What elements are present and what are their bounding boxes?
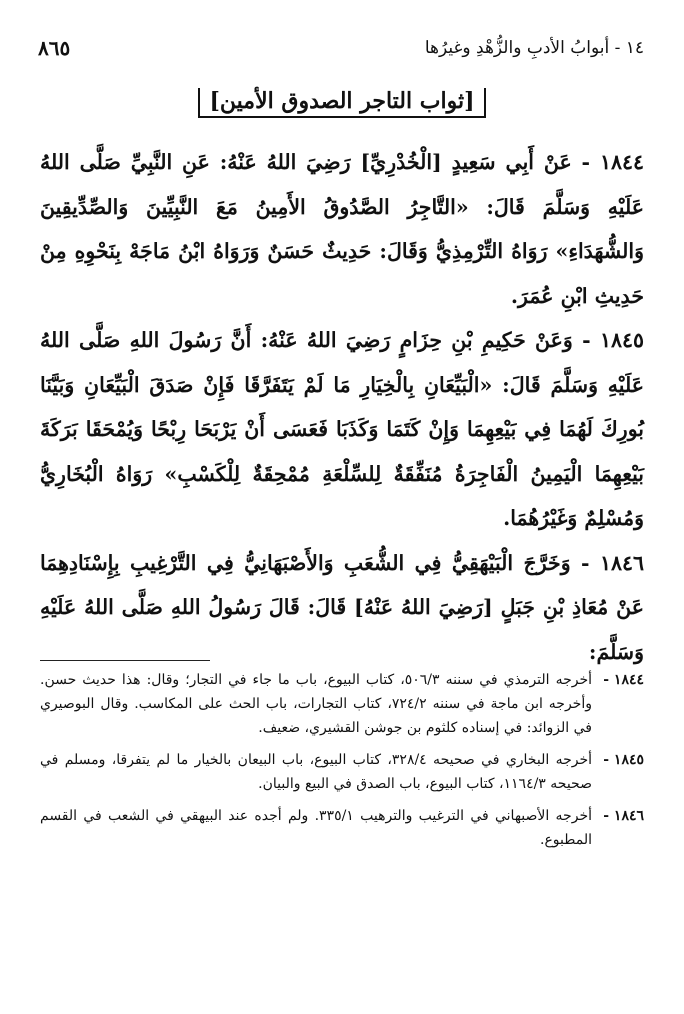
hadith-number: ١٨٤٥ [599,328,644,352]
hadith-number: ١٨٤٤ [599,150,644,174]
footnote-text: أخرجه الأصبهاني في الترغيب والترهيب ٣٣٥/١. ولم أجده عند البيهقي في الشعب في القسم المطبوع. [40,808,592,848]
page-number: ٨٦٥ [38,36,71,60]
hadith-paragraph [40,140,644,318]
hadith-dash: - [570,550,590,575]
section-heading-box [0,88,684,114]
section-heading: [ثواب التاجر الصدوق الأمين] [198,88,487,118]
footnote [40,668,644,740]
footnote-number: ١٨٤٤ - [603,672,644,688]
main-text [40,140,644,674]
footnote-text: أخرجه البخاري في صحيحه ٣٢٨/٤، كتاب البيوع، باب البيعان بالخيار ما لم يتفرقا، ومسلم في صحيحه ١١٦٤/٣، كتاب البيوع، باب الصدق في البيع والبيان. [40,752,593,792]
chapter-title: ١٤ - أبوابُ الأدبِ والزُّهْدِ وغيرُها [424,38,644,58]
hadith-dash: - [572,328,591,352]
hadith-number: ١٨٤٦ [599,550,644,575]
footnote [40,748,644,796]
hadith-dash: - [571,150,591,174]
hadith-text: عَنْ أَبِي سَعِيدٍ [الْخُدْرِيِّ] رَضِيَ اللهُ عَنْهُ: عَنِ النَّبِيِّ صَلَّى اللهُ عَلَيْهِ وَسَلَّمَ قَالَ: «التَّاجِرُ الصَّدُوقُ الأَمِينُ مَعَ النَّبِيِّينَ وَالصِّدِّيقِينَ وَالشُّهَدَاءِ» رَوَاهُ التِّرْمِذِيُّ وَقَالَ: حَدِيثٌ حَسَنٌ وَرَوَاهُ ابْنُ مَاجَهْ بِنَحْوِهِ مِنْ حَدِيثِ ابْنِ عُمَرَ. [40,150,644,308]
footnote-separator [40,660,210,661]
footnotes [40,668,644,860]
hadith-paragraph [40,318,644,541]
footnote-number: ١٨٤٦ - [603,808,644,824]
footnote [40,804,644,852]
running-head [38,34,644,64]
footnote-text: أخرجه الترمذي في سننه ٥٠٦/٣، كتاب البيوع، باب ما جاء في التجار؛ وقال: هذا حديث حسن. وأخرجه ابن ماجة في سننه ٧٢٤/٢، كتاب التجارات، باب الحث على المكاسب. وقال البوصيري في الزوائد: في إسناده كلثوم بن جوشن القشيري، ضعيف. [40,672,593,736]
footnote-number: ١٨٤٥ - [603,752,644,768]
hadith-text: وَعَنْ حَكِيمِ بْنِ حِزَامٍ رَضِيَ اللهُ عَنْهُ: أَنَّ رَسُولَ اللهِ صَلَّى اللهُ عَلَيْهِ وَسَلَّمَ قَالَ: «الْبَيِّعَانِ بِالْخِيَارِ مَا لَمْ يَتَفَرَّقَا فَإِنْ صَدَقَ الْبَيِّعَانِ وَبَيَّنَا بُورِكَ لَهُمَا فِي بَيْعِهِمَا وَإِنْ كَتَمَا وَكَذَبَا فَعَسَى أَنْ يَرْبَحَا رِبْحًا وَيُمْحَقَا بَرَكَةَ بَيْعِهِمَا الْيَمِينُ الْفَاجِرَةُ مُنَفِّقَةٌ لِلسِّلْعَةِ مُمْحِقَةٌ لِلْكَسْبِ» رَوَاهُ الْبُخَارِيُّ وَمُسْلِمٌ وَغَيْرُهُمَا. [40,328,644,530]
hadith-paragraph [40,541,644,675]
hadith-text: وَخَرَّجَ الْبَيْهَقِيُّ فِي الشُّعَبِ وَالأَصْبَهَانِيُّ فِي التَّرْغِيبِ بِإِسْنَادِهِمَا عَنْ مُعَاذِ بْنِ جَبَلٍ [رَضِيَ اللهُ عَنْهُ] قَالَ: قَالَ رَسُولُ اللهِ صَلَّى اللهُ عَلَيْهِ وَسَلَّمَ: [40,550,644,664]
